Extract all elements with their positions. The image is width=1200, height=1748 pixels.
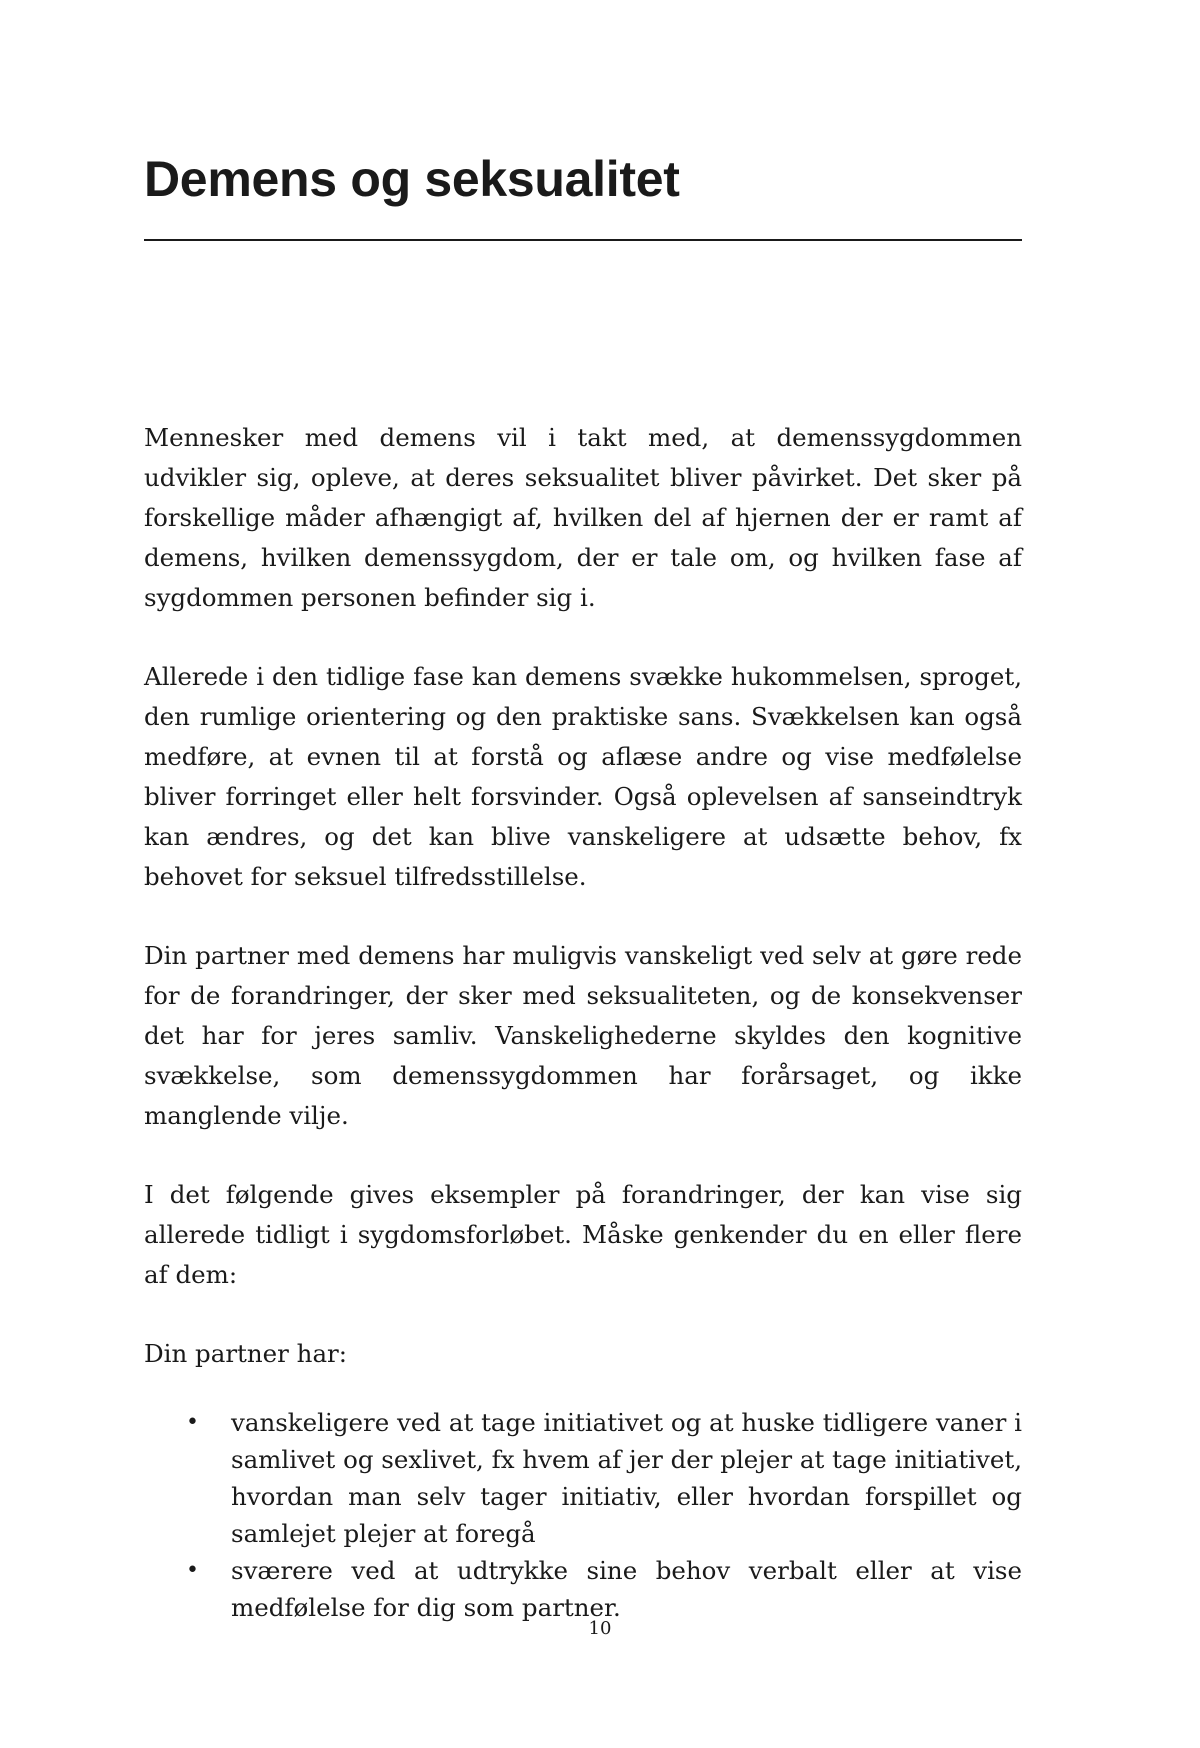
list-intro: Din partner har:: [144, 1339, 348, 1368]
paragraph: Din partner med demens har muligvis vanskeligt ved selv at gøre rede for de forandringer, der sker med seksualiteten, og de konsekvenser det har for jeres samliv. Vanskelighederne skyldes den kognitive svækkelse, som demenssygdommen har forårsaget, og ikke manglende vilje.: [144, 941, 1022, 1130]
list-item: [144, 1552, 1022, 1626]
paragraph: Allerede i den tidlige fase kan demens svække hukommelsen, sproget, den rumlige orientering og den praktiske sans. Svækkelsen kan også medføre, at evnen til at forstå og aflæse andre og vise medfølelse bliver forringet eller helt forsvinder. Også oplevelsen af sanseindtryk kan ændres, og det kan blive vanskeligere at udsætte behov, fx behovet for seksuel tilfredsstillelse.: [144, 662, 1022, 891]
bullet-list: [144, 1404, 1022, 1626]
body-text: [144, 418, 1022, 1626]
list-item-text: sværere ved at udtrykke sine behov verbalt eller at vise medfølelse for dig som partner.: [231, 1556, 1022, 1622]
page-title: Demens og seksualitet: [144, 151, 680, 207]
list-item: [144, 1404, 1022, 1552]
paragraph: I det følgende gives eksempler på forandringer, der kan vise sig allerede tidligt i sygdomsforløbet. Måske genkender du en eller flere af dem:: [144, 1180, 1022, 1289]
paragraph: Mennesker med demens vil i takt med, at demenssygdommen udvikler sig, opleve, at deres seksualitet bliver påvirket. Det sker på forskellige måder afhængigt af, hvilken del af hjernen der er ramt af demens, hvilken demenssygdom, der er tale om, og hvilken fase af sygdommen personen befinder sig i.: [144, 423, 1022, 612]
list-item-text: vanskeligere ved at tage initiativet og at huske tidligere vaner i samlivet og sexlivet, fx hvem af jer der plejer at tage initiativet, hvordan man selv tager initiativ, eller hvordan forspillet og samlejet plejer at foregå: [231, 1408, 1022, 1548]
bullet-icon: •: [186, 1558, 199, 1583]
page-number: 10: [588, 1618, 612, 1639]
title-underline: [144, 239, 1022, 241]
bullet-icon: •: [186, 1410, 199, 1435]
